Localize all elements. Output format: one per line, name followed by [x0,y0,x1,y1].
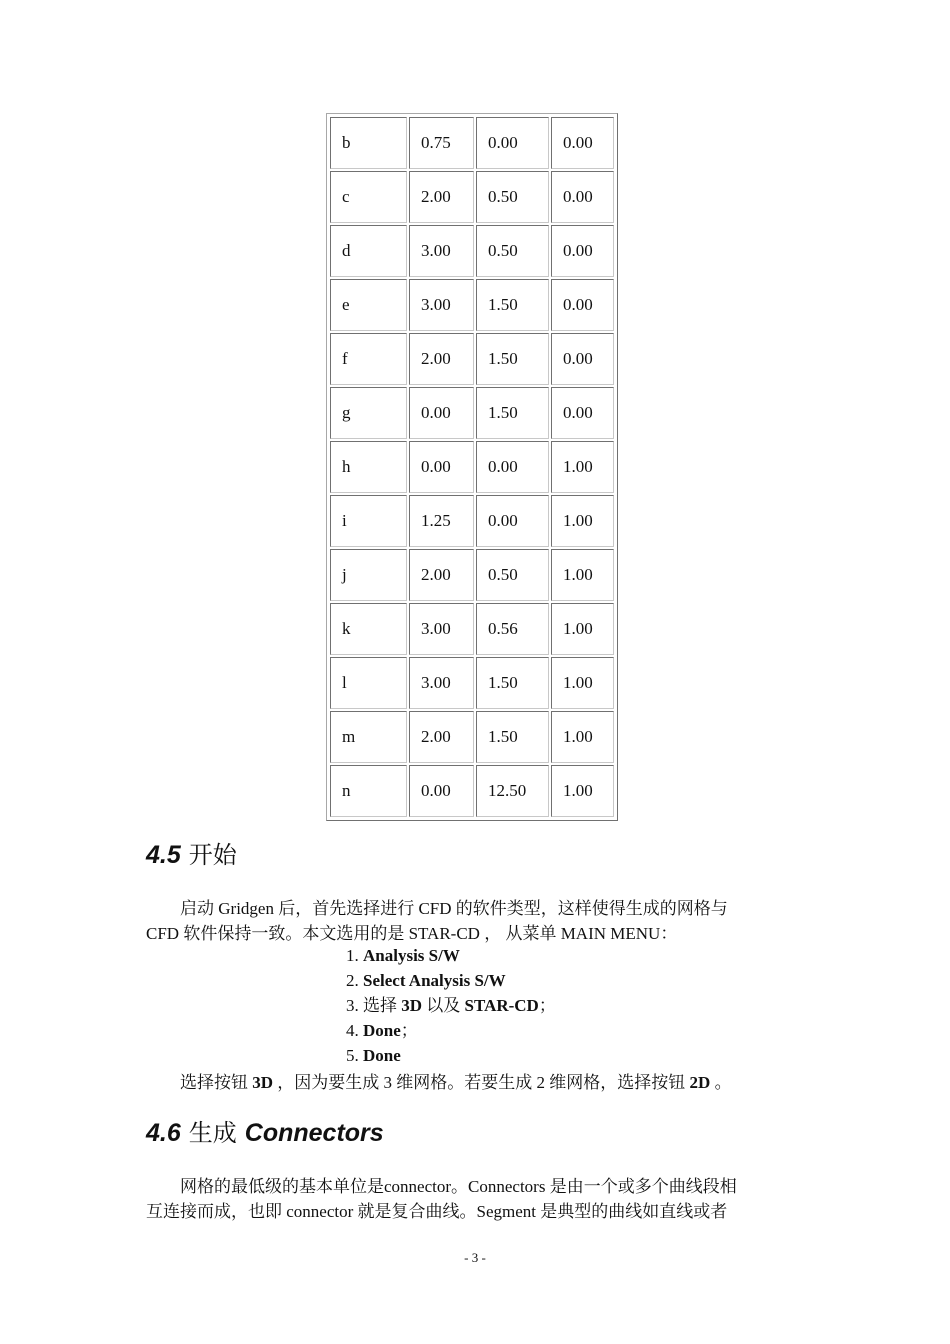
step-item: 1. Analysis S/W [346,946,460,965]
coordinate-cell: 2.00 [409,333,474,385]
coordinate-cell: 0.00 [476,441,549,493]
coordinate-cell: 1.00 [551,657,614,709]
coordinate-cell: 0.00 [476,117,549,169]
paragraph-line: CFD 软件保持一致。本文选用的是 STAR-CD ， 从菜单 MAIN MENU： [146,924,678,943]
coordinate-cell: 3.00 [409,657,474,709]
paragraph-line: 网格的最低级的基本单位是connector。Connectors 是由一个或多个曲线段相 [180,1177,737,1196]
coordinate-cell: 0.00 [551,333,614,385]
coordinate-cell: 1.25 [409,495,474,547]
coordinate-cell: 0.50 [476,549,549,601]
coordinate-cell: 1.00 [551,603,614,655]
point-label-cell: h [330,441,407,493]
section-number: 4.5 [146,841,181,869]
section-number: 4.6 [146,1119,181,1147]
coordinate-cell: 1.00 [551,495,614,547]
coordinate-cell: 2.00 [409,171,474,223]
table-row [330,495,614,547]
point-label-cell: k [330,603,407,655]
coordinate-cell: 1.00 [551,765,614,817]
coordinate-cell: 1.50 [476,657,549,709]
table-row [330,387,614,439]
point-label-cell: n [330,765,407,817]
coordinate-cell: 0.00 [409,765,474,817]
table-row [330,171,614,223]
coordinate-cell: 0.75 [409,117,474,169]
point-label-cell: b [330,117,407,169]
section-4-5-heading [146,835,237,870]
step-item: 3. 选择 3D 以及 STAR-CD； [346,996,556,1015]
page-number: - 3 - [464,1250,486,1265]
table-row [330,117,614,169]
coordinate-cell: 3.00 [409,279,474,331]
coordinates-table [326,113,618,821]
coordinate-cell: 1.50 [476,387,549,439]
coordinate-cell: 1.50 [476,711,549,763]
point-label-cell: c [330,171,407,223]
step-item: 2. Select Analysis S/W [346,971,506,990]
coordinate-cell: 0.00 [551,225,614,277]
coordinate-cell: 0.00 [551,279,614,331]
point-label-cell: f [330,333,407,385]
section-title-english: Connectors [244,1119,384,1147]
point-label-cell: g [330,387,407,439]
coordinate-cell: 2.00 [409,549,474,601]
table-row [330,711,614,763]
table-row [330,603,614,655]
coordinates-table-body [330,117,614,817]
coordinate-cell: 0.50 [476,171,549,223]
coordinate-cell: 1.50 [476,333,549,385]
coordinate-cell: 1.00 [551,549,614,601]
coordinate-cell: 0.00 [551,171,614,223]
coordinate-cell: 0.00 [551,117,614,169]
step-item: 5. Done [346,1046,401,1065]
coordinate-cell: 1.50 [476,279,549,331]
point-label-cell: j [330,549,407,601]
section-4-6-heading [146,1113,384,1148]
table-row [330,225,614,277]
table-row [330,333,614,385]
coordinate-cell: 1.00 [551,711,614,763]
section-title: 开始 [188,841,237,869]
point-label-cell: l [330,657,407,709]
coordinate-cell: 0.00 [409,441,474,493]
coordinate-cell: 1.00 [551,441,614,493]
table-row [330,765,614,817]
coordinate-cell: 12.50 [476,765,549,817]
coordinate-cell: 0.00 [551,387,614,439]
coordinate-cell: 3.00 [409,225,474,277]
coordinate-cell: 2.00 [409,711,474,763]
coordinate-cell: 3.00 [409,603,474,655]
point-label-cell: m [330,711,407,763]
paragraph-line: 启动 Gridgen 后，首先选择进行 CFD 的软件类型，这样使得生成的网格与 [180,899,728,918]
coordinate-cell: 0.50 [476,225,549,277]
table-row [330,549,614,601]
menu-steps-list [346,943,556,1068]
coordinate-cell: 0.56 [476,603,549,655]
note-line: 选择按钮 3D ，因为要生成 3 维网格。若要生成 2 维网格，选择按钮 2D 。 [180,1073,732,1092]
point-label-cell: i [330,495,407,547]
section-title: 生成 [188,1119,237,1147]
step-item: 4. Done； [346,1021,418,1040]
table-row [330,279,614,331]
point-label-cell: e [330,279,407,331]
point-label-cell: d [330,225,407,277]
coordinate-cell: 0.00 [476,495,549,547]
coordinate-cell: 0.00 [409,387,474,439]
table-row [330,657,614,709]
paragraph-line: 互连接而成，也即 connector 就是复合曲线。Segment 是典型的曲线如直线或者 [146,1202,728,1221]
table-row [330,441,614,493]
